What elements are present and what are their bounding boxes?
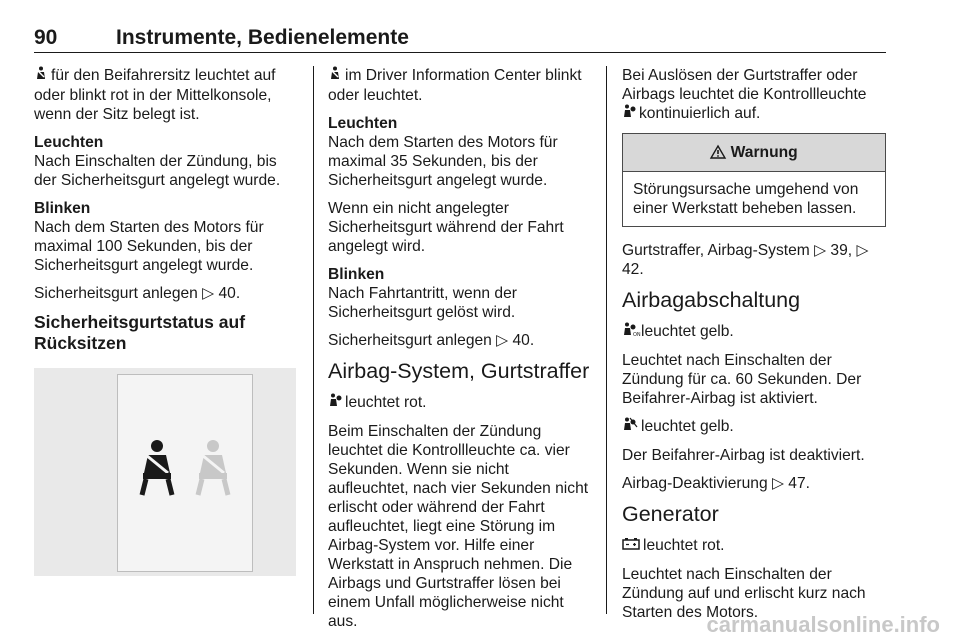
page-number: 90 xyxy=(34,26,58,49)
warning-icon xyxy=(710,144,730,161)
text: im Driver Information Center blinkt oder leuchtet. xyxy=(328,67,582,104)
paragraph: Leuchtet nach Einschalten der Zündung für ca. 60 Sekunden. Der Beifahrer-Airbag ist aktiviert. xyxy=(622,352,862,407)
seatbelt-unfastened-icon xyxy=(136,439,178,502)
column-1 xyxy=(34,66,296,576)
text: Bei Auslösen der Gurtstraffer oder Airbags leuchtet die Kontrollleuchte xyxy=(622,67,867,103)
text: Nach dem Starten des Motors für maximal 100 Sekunden, bis der Sicherheitsgurt angelegt wurde. xyxy=(34,219,264,274)
airbag-icon xyxy=(328,393,342,413)
cross-reference: Sicherheitsgurt anlegen ▷ 40. xyxy=(328,332,535,349)
paragraph xyxy=(622,536,886,556)
page-header xyxy=(34,26,886,53)
column-3 xyxy=(622,66,886,631)
text: Nach Einschalten der Zündung, bis der Sicherheitsgurt angelegt wurde. xyxy=(34,153,281,189)
paragraph xyxy=(34,133,296,190)
paragraph xyxy=(622,322,886,342)
paragraph xyxy=(328,66,590,105)
paragraph xyxy=(328,114,590,190)
battery-icon xyxy=(622,537,640,556)
column-divider xyxy=(313,66,314,614)
section-heading: Sicherheitsgurtstatus auf Rücksitzen xyxy=(34,312,246,353)
paragraph: Beim Einschalten der Zündung leuchtet die Kontrollleuchte ca. vier Sekunden. Wenn sie nicht aufleuchtet, nach vier Sekunden nicht erlischt oder während der Fahrt aufleuchtet, liegt eine Störung im Airbag-System vor. Hilfe einer Werkstatt in Anspruch nehmen. Die Airbags und Gurtstraffer lösen bei einem Unfall möglicherweise nicht aus. xyxy=(328,423,589,630)
watermark: carmanualsonline.info xyxy=(706,612,940,637)
subheading: Blinken xyxy=(34,200,91,217)
paragraph xyxy=(34,66,296,124)
chapter-title: Instrumente, Bedienelemente xyxy=(116,26,409,49)
cross-reference: Sicherheitsgurt anlegen ▷ 40. xyxy=(34,285,241,302)
text: leuchtet rot. xyxy=(643,537,725,554)
subheading: Blinken xyxy=(328,266,385,283)
paragraph xyxy=(34,199,296,275)
paragraph: Der Beifahrer-Airbag ist deaktiviert. xyxy=(622,447,865,464)
cross-reference: Airbag-Deaktivierung ▷ 47. xyxy=(622,475,810,492)
warning-header xyxy=(623,134,885,172)
subheading: Leuchten xyxy=(328,115,398,132)
text: Nach Fahrtantritt, wenn der Sicherheitsgurt gelöst wird. xyxy=(328,285,517,321)
rear-seatbelt-status-figure xyxy=(34,368,296,576)
airbag-off-icon xyxy=(622,417,638,437)
cross-reference: Gurtstraffer, Airbag-System ▷ 39, ▷ 42. xyxy=(622,242,869,278)
seatbelt-passenger-icon xyxy=(34,66,48,86)
section-heading: Generator xyxy=(622,502,719,526)
warning-title: Warnung xyxy=(730,144,798,161)
text: Nach dem Starten des Motors für maximal 35 Sekunden, bis der Sicherheitsgurt angelegt wurde. xyxy=(328,134,558,189)
paragraph: Leuchtet nach Einschalten der Zündung auf und erlischt kurz nach Starten des Motors. xyxy=(622,566,866,621)
airbag-on-icon xyxy=(622,322,641,342)
paragraph xyxy=(622,417,886,437)
column-2 xyxy=(328,66,590,640)
seatbelt-fastened-icon xyxy=(192,439,234,502)
text: für den Beifahrersitz leuchtet auf oder blinkt rot in der Mittelkonsole, wenn der Sitz belegt ist. xyxy=(34,67,276,123)
airbag-icon xyxy=(622,104,636,124)
section-heading: Airbag-System, Gurtstraffer xyxy=(328,359,590,383)
paragraph xyxy=(622,66,886,124)
text: kontinuierlich auf. xyxy=(639,105,761,122)
subheading: Leuchten xyxy=(34,134,104,151)
warning-box xyxy=(622,133,886,227)
seatbelt-warning-icon xyxy=(328,66,342,86)
svg-text:ON: ON xyxy=(633,332,641,338)
paragraph xyxy=(328,265,590,322)
warning-text: Störungsursache umgehend von einer Werkstatt beheben lassen. xyxy=(633,181,859,217)
column-divider xyxy=(606,66,607,614)
paragraph: Wenn ein nicht angelegter Sicherheitsgurt während der Fahrt angelegt wird. xyxy=(328,200,564,255)
text: leuchtet gelb. xyxy=(641,418,734,435)
paragraph xyxy=(328,393,590,413)
status-panel xyxy=(117,374,253,572)
text: leuchtet gelb. xyxy=(641,323,734,340)
section-heading: Airbagabschaltung xyxy=(622,288,801,312)
text: leuchtet rot. xyxy=(345,394,427,411)
